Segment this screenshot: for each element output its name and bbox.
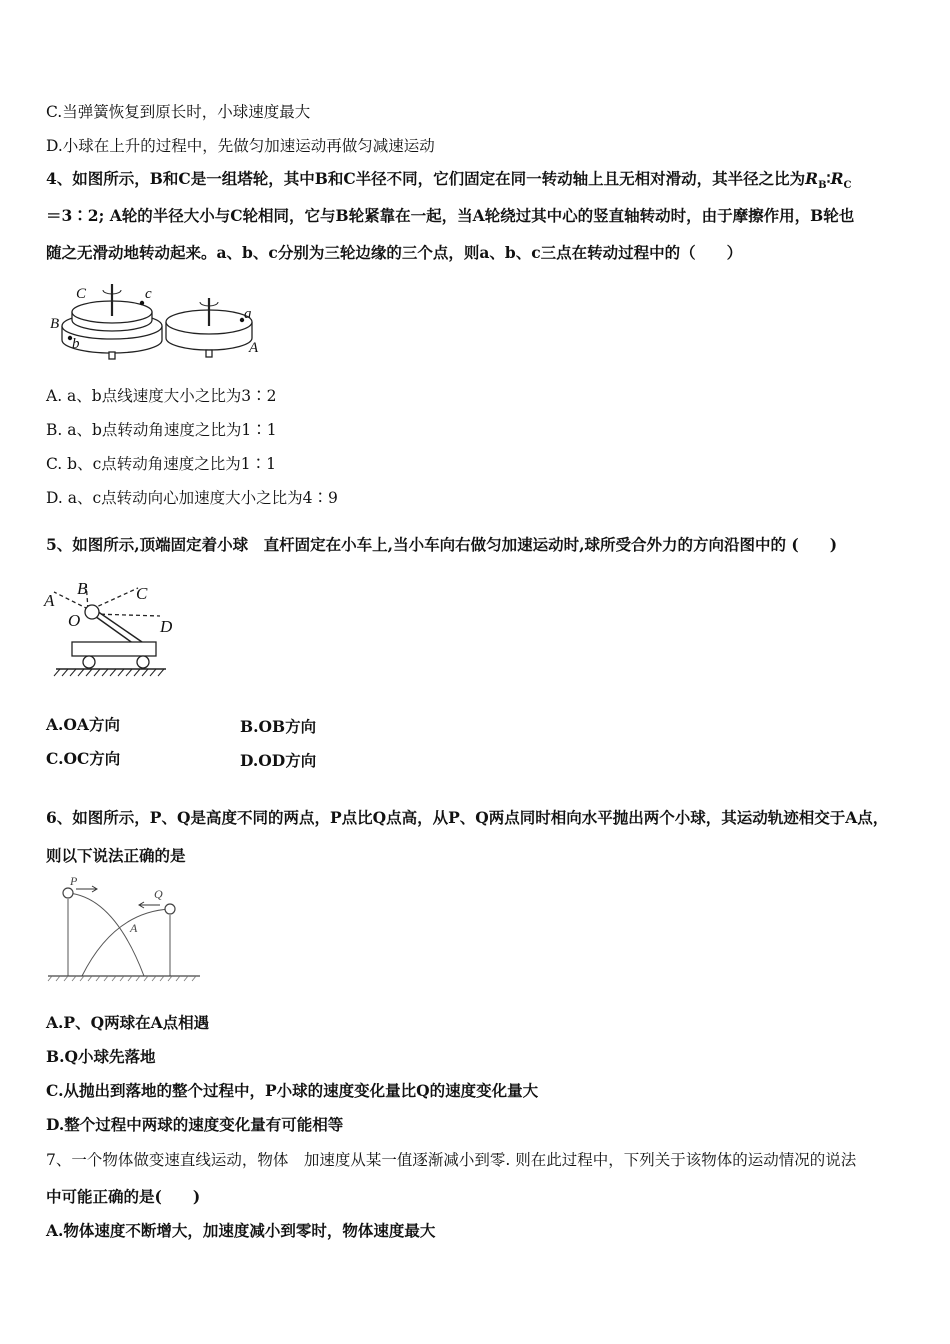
q4-stem-line-1 (46, 169, 851, 196)
q5-label-A: A (44, 591, 55, 610)
q6-ball-p (63, 888, 73, 898)
q5-label-O: O (68, 611, 81, 630)
q4-ratio-rc: R (830, 169, 844, 188)
q6-option-b: B.Q小球先落地 (46, 1047, 156, 1066)
q6-label-A: A (130, 921, 138, 935)
q6-label-P: P (70, 874, 78, 888)
q4-stem-line-3: 随之无滑动地转动起来。a、b、c分别为三轮边缘的三个点，则a、b、c三点在转动过程中的（ ） (46, 243, 743, 262)
q5-label-C: C (136, 584, 148, 603)
q6-stem-line-1: 6、如图所示，P、Q是高度不同的两点，P点比Q点高，从P、Q两点同时相向水平抛出两个小球，其运动轨迹相交于A点， (46, 808, 889, 827)
q4-option-b: B. a、b点转动角速度之比为1∶1 (46, 421, 277, 439)
q4-ratio-sub-c: C (843, 180, 852, 192)
q4-label-B: B (50, 316, 60, 332)
q6-ball-q (165, 904, 175, 914)
q5-option-a: A.OA方向 (46, 715, 120, 734)
q4-stem-line-2: ＝3∶2; A轮的半径大小与C轮相同，它与B轮紧靠在一起，当A轮绕过其中心的竖直轴转动时，由于摩擦作用，B轮也 (46, 206, 855, 225)
q5-label-B: B (77, 579, 88, 598)
q5-option-b: B.OB方向 (240, 717, 317, 736)
q4-tower-wheel-figure (46, 278, 271, 363)
q5-cart-figure (42, 574, 182, 682)
q5-label-D: D (160, 617, 173, 636)
q6-option-a: A.P、Q两球在A点相遇 (46, 1013, 210, 1032)
q4-option-c: C. b、c点转动角速度之比为1∶1 (46, 455, 276, 473)
q4-stem-text: 4、如图所示，B和C是一组塔轮，其中B和C半径不同，它们固定在同一转动轴上且无相对滑动，其半径之比为 (46, 169, 806, 188)
q6-projectile-figure (44, 872, 204, 984)
q3-option-d: D.小球在上升的过程中，先做匀加速运动再做匀减速运动 (46, 137, 435, 155)
q6-stem-line-2: 则以下说法正确的是 (46, 846, 186, 865)
q7-stem-line-2: 中可能正确的是( ) (46, 1187, 201, 1206)
q4-label-c: c (145, 286, 152, 302)
q4-option-d: D. a、c点转动向心加速度大小之比为4∶9 (46, 489, 338, 507)
q4-ratio-rb: R (805, 169, 819, 188)
q6-option-c: C.从抛出到落地的整个过程中，P小球的速度变化量比Q的速度变化量大 (46, 1081, 539, 1100)
q5-option-d: D.OD方向 (240, 751, 317, 770)
q7-stem-line-1: 7、一个物体做变速直线运动，物体 加速度从某一值逐渐减小到零. 则在此过程中，下列关于该物体的运动情况的说法 (46, 1151, 857, 1169)
q4-label-a: a (244, 306, 252, 322)
q4-label-A: A (249, 340, 259, 356)
q4-ratio-colon: ∶ (826, 169, 831, 188)
q3-option-c: C.当弹簧恢复到原长时，小球速度最大 (46, 103, 311, 121)
q4-point-c (140, 301, 144, 305)
q5-option-c: C.OC方向 (46, 749, 121, 768)
q5-stem: 5、如图所示,顶端固定着小球 直杆固定在小车上,当小车向右做匀加速运动时,球所受合外力的方向沿图中的 ( ) (46, 535, 838, 554)
q4-ratio-sub-b: B (818, 180, 827, 192)
q4-option-a: A. a、b点线速度大小之比为3∶2 (46, 387, 277, 405)
q6-option-d: D.整个过程中两球的速度变化量有可能相等 (46, 1115, 344, 1134)
q4-label-C: C (76, 286, 87, 302)
q6-label-Q: Q (154, 887, 163, 901)
q7-option-a: A.物体速度不断增大，加速度减小到零时，物体速度最大 (46, 1221, 436, 1240)
q4-label-b: b (72, 336, 80, 352)
